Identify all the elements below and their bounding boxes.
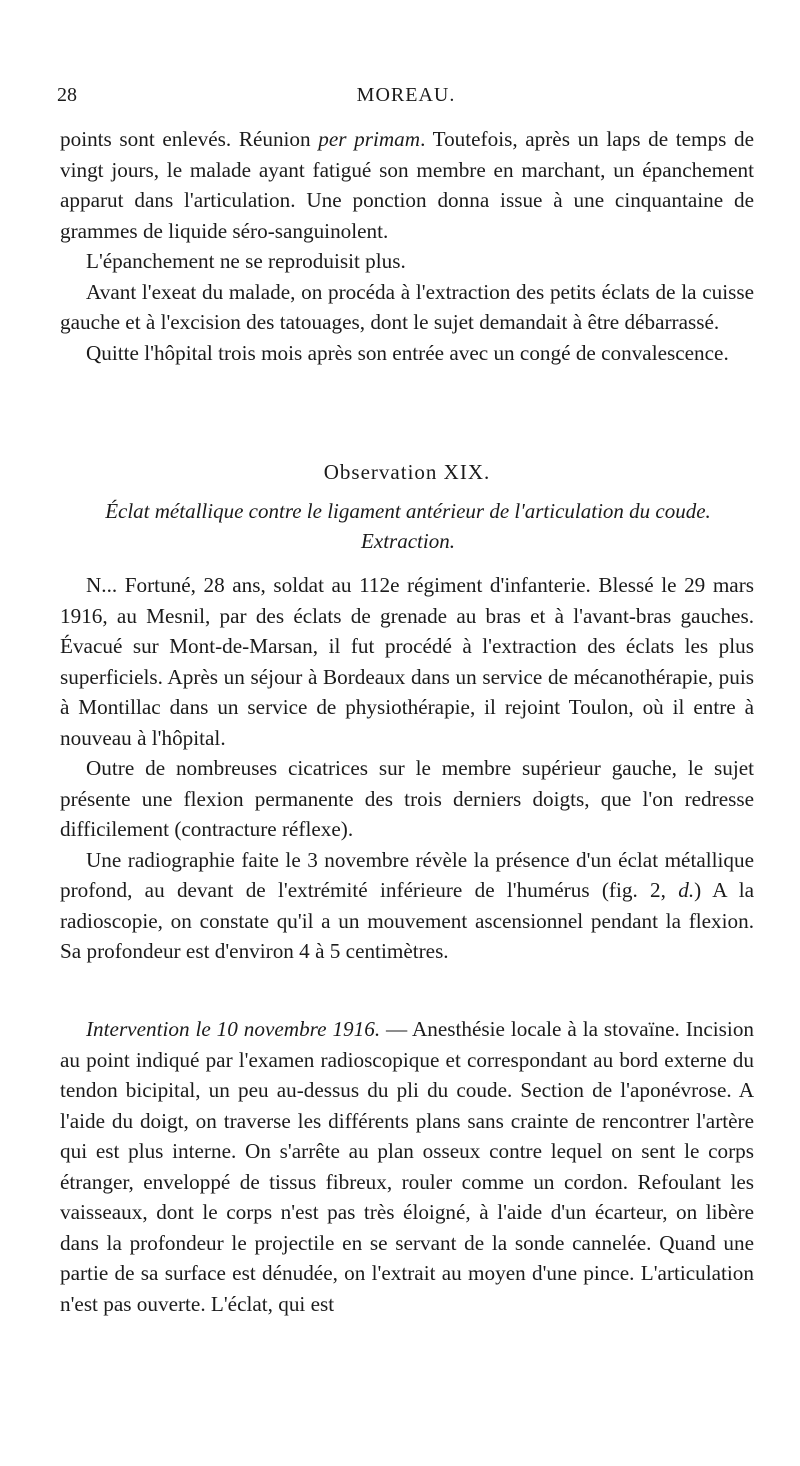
paragraph [60, 124, 754, 246]
case-continuation [60, 124, 754, 368]
observation-subtitle: Éclat métallique contre le ligament antérieur de l'articulation du coude. Extraction. [105, 499, 711, 553]
text-run: points sont enlevés. Réunion [60, 127, 319, 151]
paragraph [60, 1014, 754, 1319]
intervention-section [60, 1014, 754, 1319]
italic-text: per primam [318, 127, 421, 151]
paragraph: L'épanchement ne se reproduisit plus. [86, 249, 406, 273]
text-run: . Toutefois, après un laps de temps de vingt jours, le malade ayant fatigué son membre en marchant, un épanchement apparut dans l'articulation. Une ponction donna issue à une cinquantaine de grammes de liquide séro-sanguinolent. [60, 127, 755, 243]
running-head: MOREAU. [356, 84, 456, 106]
paragraph: Quitte l'hôpital trois mois après son entrée avec un congé de convalescence. [86, 340, 729, 365]
page-header [57, 84, 755, 110]
italic-text: d. [678, 878, 695, 902]
page-number: 28 [57, 84, 77, 106]
observation-title: Observation XIX. [323, 460, 491, 484]
paragraph: Avant l'exeat du malade, on procéda à l'extraction des petits éclats de la cuisse gauche et à l'excision des tatouages, dont le sujet demandait à être débarrassé. [60, 279, 754, 334]
intervention-heading: Intervention le 10 novembre 1916. [86, 1017, 381, 1041]
text-run: — Anesthésie locale à la stovaïne. Incision au point indiqué par l'examen radioscopique et correspondant au bord externe du tendon bicipital, un peu au-dessus du pli du coude. Section de l'aponévrose. A l'aide du doigt, on traverse les différents plans sans crainte de rencontrer l'artère qui est plus interne. On s'arrête au plan osseux contre lequel on sent le corps étranger, enveloppé de tissus fibreux, rouler comme un cordon. Refoulant les vaisseaux, dont le corps n'est pas très éloigné, à l'aide d'un écarteur, on libère dans la profondeur le projectile en se servant de la sonde cannelée. Quand une partie de sa surface est dénudée, on l'extrait au moyen d'une pince. L'articulation n'est pas ouverte. L'éclat, qui est [60, 1017, 755, 1316]
paragraph: N... Fortuné, 28 ans, soldat au 112e régiment d'infanterie. Blessé le 29 mars 1916, au Mesnil, par des éclats de grenade au bras et à l'avant-bras gauches. Évacué sur Mont-de-Marsan, il fut procédé à l'extraction des éclats les plus superficiels. Après un séjour à Bordeaux dans un service de mécanothérapie, puis à Montillac dans un service de physiothérapie, il rejoint Toulon, où il entre à nouveau à l'hôpital. [60, 573, 754, 750]
paragraph: Outre de nombreuses cicatrices sur le membre supérieur gauche, le sujet présente une flexion permanente des trois derniers doigts, que l'on redresse difficilement (contracture réflexe). [60, 756, 754, 841]
text-run: Une radiographie faite le 3 novembre révèle la présence d'un éclat métallique profond, au devant de l'extrémité inférieure de l'humérus (fig. 2, [60, 847, 754, 902]
paragraph [60, 845, 754, 967]
case-history [60, 570, 754, 967]
text-run: ) A la radioscopie, on constate qu'il a un mouvement ascensionnel pendant la flexion. Sa profondeur est d'environ 4 à 5 centimètres. [60, 878, 754, 963]
